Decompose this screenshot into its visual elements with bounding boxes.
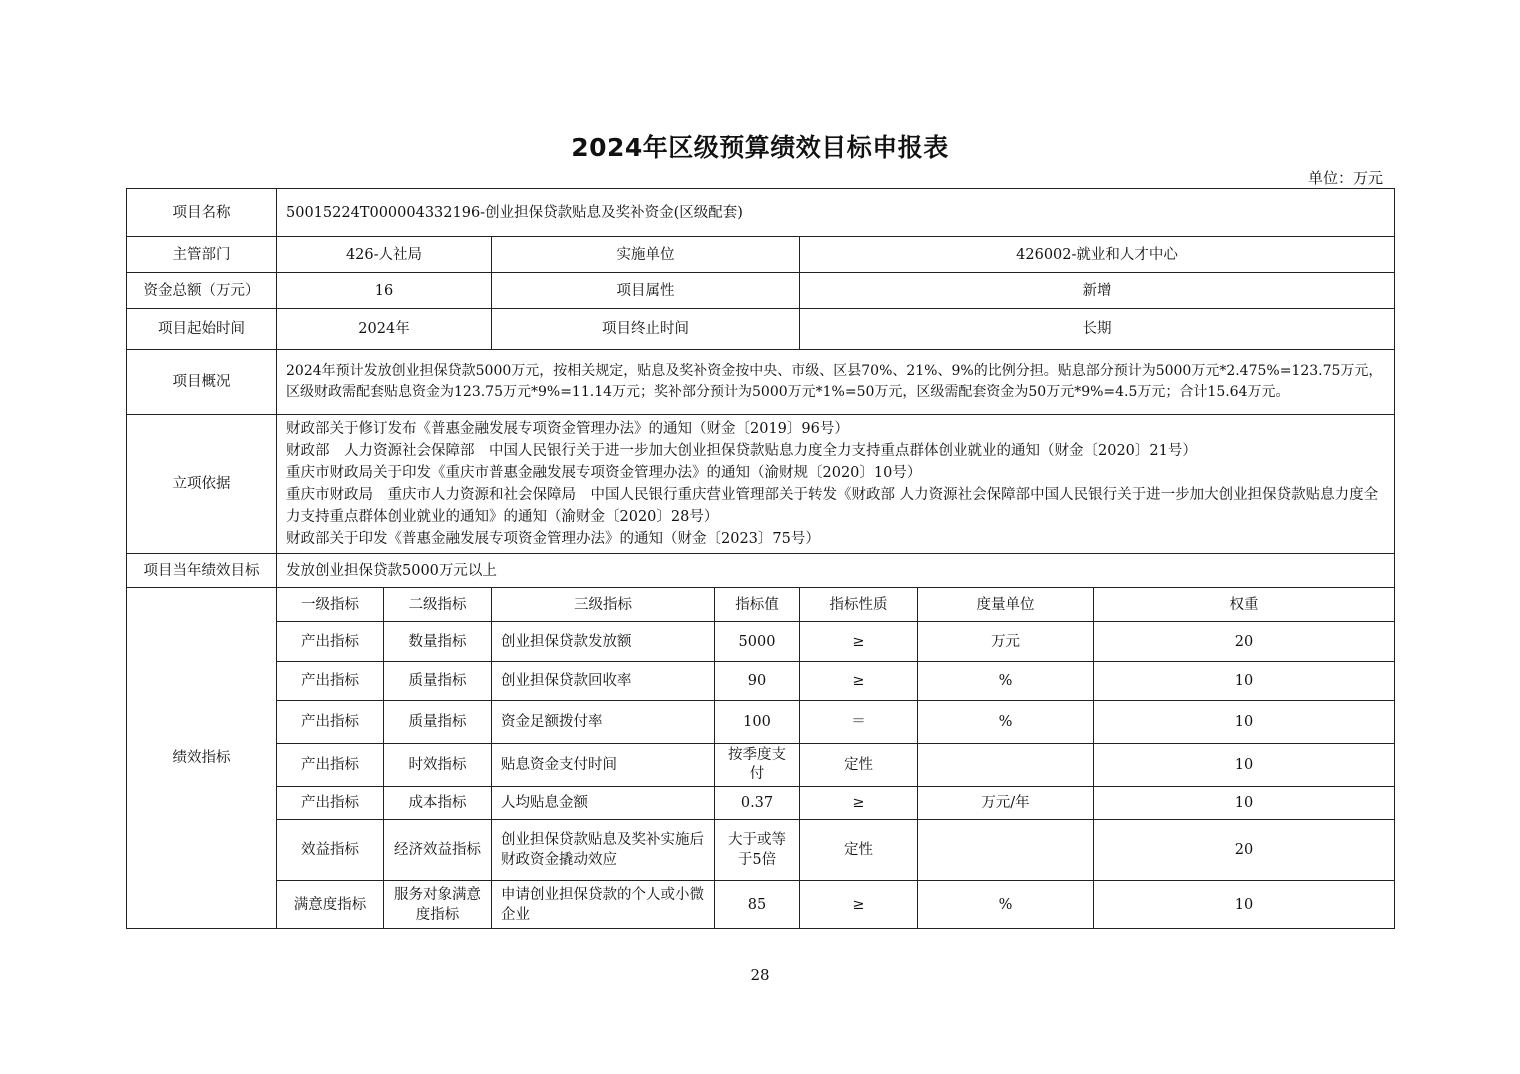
indicator-level2: 经济效益指标 bbox=[384, 820, 492, 881]
unit-label: 单位：万元 bbox=[1307, 169, 1383, 187]
page-title: 2024年区级预算绩效目标申报表 bbox=[571, 133, 949, 162]
impl-unit-value: 426002-就业和人才中心 bbox=[800, 237, 1395, 273]
indicator-level2: 质量指标 bbox=[384, 662, 492, 701]
goal-label: 项目当年绩效目标 bbox=[127, 554, 277, 588]
header-level1: 一级指标 bbox=[277, 588, 384, 622]
indicator-nature: 定性 bbox=[800, 744, 918, 787]
indicator-level3: 创业担保贷款贴息及奖补实施后财政资金撬动效应 bbox=[492, 820, 715, 881]
indicator-level3: 创业担保贷款发放额 bbox=[492, 622, 715, 662]
project-attr-label: 项目属性 bbox=[492, 273, 800, 309]
indicator-nature: ≥ bbox=[800, 622, 918, 662]
indicator-weight: 10 bbox=[1094, 744, 1395, 787]
indicator-level2: 成本指标 bbox=[384, 787, 492, 820]
overview-text: 2024年预计发放创业担保贷款5000万元，按相关规定，贴息及奖补资金按中央、市级、区县70%、21%、9%的比例分担。贴息部分预计为5000万元*2.475%=123.75万元，区级财政需配套贴息资金为123.75万元*9%=11.14万元；奖补部分预计为5000万元*1%=50万元，区级需配套资金为50万元*9%=4.5万元；合计15.64万元。 bbox=[277, 350, 1395, 415]
row-department bbox=[127, 237, 1395, 273]
basis-text bbox=[277, 415, 1395, 554]
indicator-value: 85 bbox=[715, 881, 800, 929]
indicator-nature: ≥ bbox=[800, 881, 918, 929]
header-level3: 三级指标 bbox=[492, 588, 715, 622]
row-overview bbox=[127, 350, 1395, 415]
overview-label: 项目概况 bbox=[127, 350, 277, 415]
row-funds bbox=[127, 273, 1395, 309]
header-level2: 二级指标 bbox=[384, 588, 492, 622]
row-project-name bbox=[127, 189, 1395, 237]
indicator-weight: 10 bbox=[1094, 881, 1395, 929]
indicator-header-row bbox=[127, 588, 1395, 622]
indicator-value: 大于或等于5倍 bbox=[715, 820, 800, 881]
indicator-weight: 10 bbox=[1094, 662, 1395, 701]
indicator-nature: 定性 bbox=[800, 820, 918, 881]
performance-target-table bbox=[126, 188, 1395, 929]
project-name-value: 50015224T000004332196-创业担保贷款贴息及奖补资金(区级配套) bbox=[277, 189, 1395, 237]
indicator-value: 90 bbox=[715, 662, 800, 701]
indicator-level2: 服务对象满意度指标 bbox=[384, 881, 492, 929]
header-value: 指标值 bbox=[715, 588, 800, 622]
basis-line: 重庆市财政局 重庆市人力资源和社会保障局 中国人民银行重庆营业管理部关于转发《财政部 人力资源社会保障部中国人民银行关于进一步加大创业担保贷款贴息力度全力支持重点群体创业就业的通知》的通知（渝财金〔2020〕28号） bbox=[286, 487, 1379, 525]
indicator-level1: 产出指标 bbox=[277, 622, 384, 662]
indicator-unit bbox=[918, 744, 1094, 787]
row-goal bbox=[127, 554, 1395, 588]
header-nature: 指标性质 bbox=[800, 588, 918, 622]
header-unit: 度量单位 bbox=[918, 588, 1094, 622]
basis-line: 财政部关于印发《普惠金融发展专项资金管理办法》的通知（财金〔2023〕75号） bbox=[286, 531, 820, 547]
header-weight: 权重 bbox=[1094, 588, 1395, 622]
indicator-level2: 时效指标 bbox=[384, 744, 492, 787]
indicator-row bbox=[127, 701, 1395, 744]
basis-line: 重庆市财政局关于印发《重庆市普惠金融发展专项资金管理办法》的通知（渝财规〔2020〕10号） bbox=[286, 465, 922, 481]
indicator-value: 5000 bbox=[715, 622, 800, 662]
dept-value: 426-人社局 bbox=[277, 237, 492, 273]
indicator-level3: 创业担保贷款回收率 bbox=[492, 662, 715, 701]
project-name-label: 项目名称 bbox=[127, 189, 277, 237]
indicator-weight: 10 bbox=[1094, 701, 1395, 744]
indicator-level2: 质量指标 bbox=[384, 701, 492, 744]
indicator-weight: 20 bbox=[1094, 622, 1395, 662]
indicator-row bbox=[127, 622, 1395, 662]
indicator-value: 0.37 bbox=[715, 787, 800, 820]
indicator-row bbox=[127, 820, 1395, 881]
dept-label: 主管部门 bbox=[127, 237, 277, 273]
indicator-nature: ≥ bbox=[800, 787, 918, 820]
funds-value: 16 bbox=[277, 273, 492, 309]
project-attr-value: 新增 bbox=[800, 273, 1395, 309]
indicator-unit: % bbox=[918, 701, 1094, 744]
end-time-label: 项目终止时间 bbox=[492, 309, 800, 350]
basis-label: 立项依据 bbox=[127, 415, 277, 554]
basis-line: 财政部关于修订发布《普惠金融发展专项资金管理办法》的通知（财金〔2019〕96号） bbox=[286, 421, 849, 437]
indicator-level3: 资金足额拨付率 bbox=[492, 701, 715, 744]
indicator-row bbox=[127, 787, 1395, 820]
indicator-weight: 20 bbox=[1094, 820, 1395, 881]
indicator-level3: 申请创业担保贷款的个人或小微企业 bbox=[492, 881, 715, 929]
indicator-level1: 满意度指标 bbox=[277, 881, 384, 929]
indicator-level3: 贴息资金支付时间 bbox=[492, 744, 715, 787]
indicator-level1: 产出指标 bbox=[277, 787, 384, 820]
indicator-unit: % bbox=[918, 881, 1094, 929]
indicator-level2: 数量指标 bbox=[384, 622, 492, 662]
indicator-level1: 产出指标 bbox=[277, 744, 384, 787]
indicator-row bbox=[127, 662, 1395, 701]
basis-line: 财政部 人力资源社会保障部 中国人民银行关于进一步加大创业担保贷款贴息力度全力支持重点群体创业就业的通知（财金〔2020〕21号） bbox=[286, 443, 1197, 459]
indicator-level1: 产出指标 bbox=[277, 662, 384, 701]
goal-value: 发放创业担保贷款5000万元以上 bbox=[277, 554, 1395, 588]
page-number: 28 bbox=[750, 966, 770, 984]
indicator-level1: 效益指标 bbox=[277, 820, 384, 881]
row-period bbox=[127, 309, 1395, 350]
indicator-unit: 万元 bbox=[918, 622, 1094, 662]
indicator-value: 100 bbox=[715, 701, 800, 744]
indicator-nature: ≥ bbox=[800, 662, 918, 701]
end-time-value: 长期 bbox=[800, 309, 1395, 350]
funds-label: 资金总额（万元） bbox=[127, 273, 277, 309]
start-time-value: 2024年 bbox=[277, 309, 492, 350]
indicators-label: 绩效指标 bbox=[127, 588, 277, 929]
indicator-unit: % bbox=[918, 662, 1094, 701]
indicator-value: 按季度支付 bbox=[715, 744, 800, 787]
indicator-row bbox=[127, 744, 1395, 787]
indicator-level1: 产出指标 bbox=[277, 701, 384, 744]
indicator-level3: 人均贴息金额 bbox=[492, 787, 715, 820]
impl-unit-label: 实施单位 bbox=[492, 237, 800, 273]
indicator-row bbox=[127, 881, 1395, 929]
indicator-weight: 10 bbox=[1094, 787, 1395, 820]
indicator-unit: 万元/年 bbox=[918, 787, 1094, 820]
start-time-label: 项目起始时间 bbox=[127, 309, 277, 350]
row-basis bbox=[127, 415, 1395, 554]
indicator-unit bbox=[918, 820, 1094, 881]
indicator-nature: ＝ bbox=[800, 701, 918, 744]
